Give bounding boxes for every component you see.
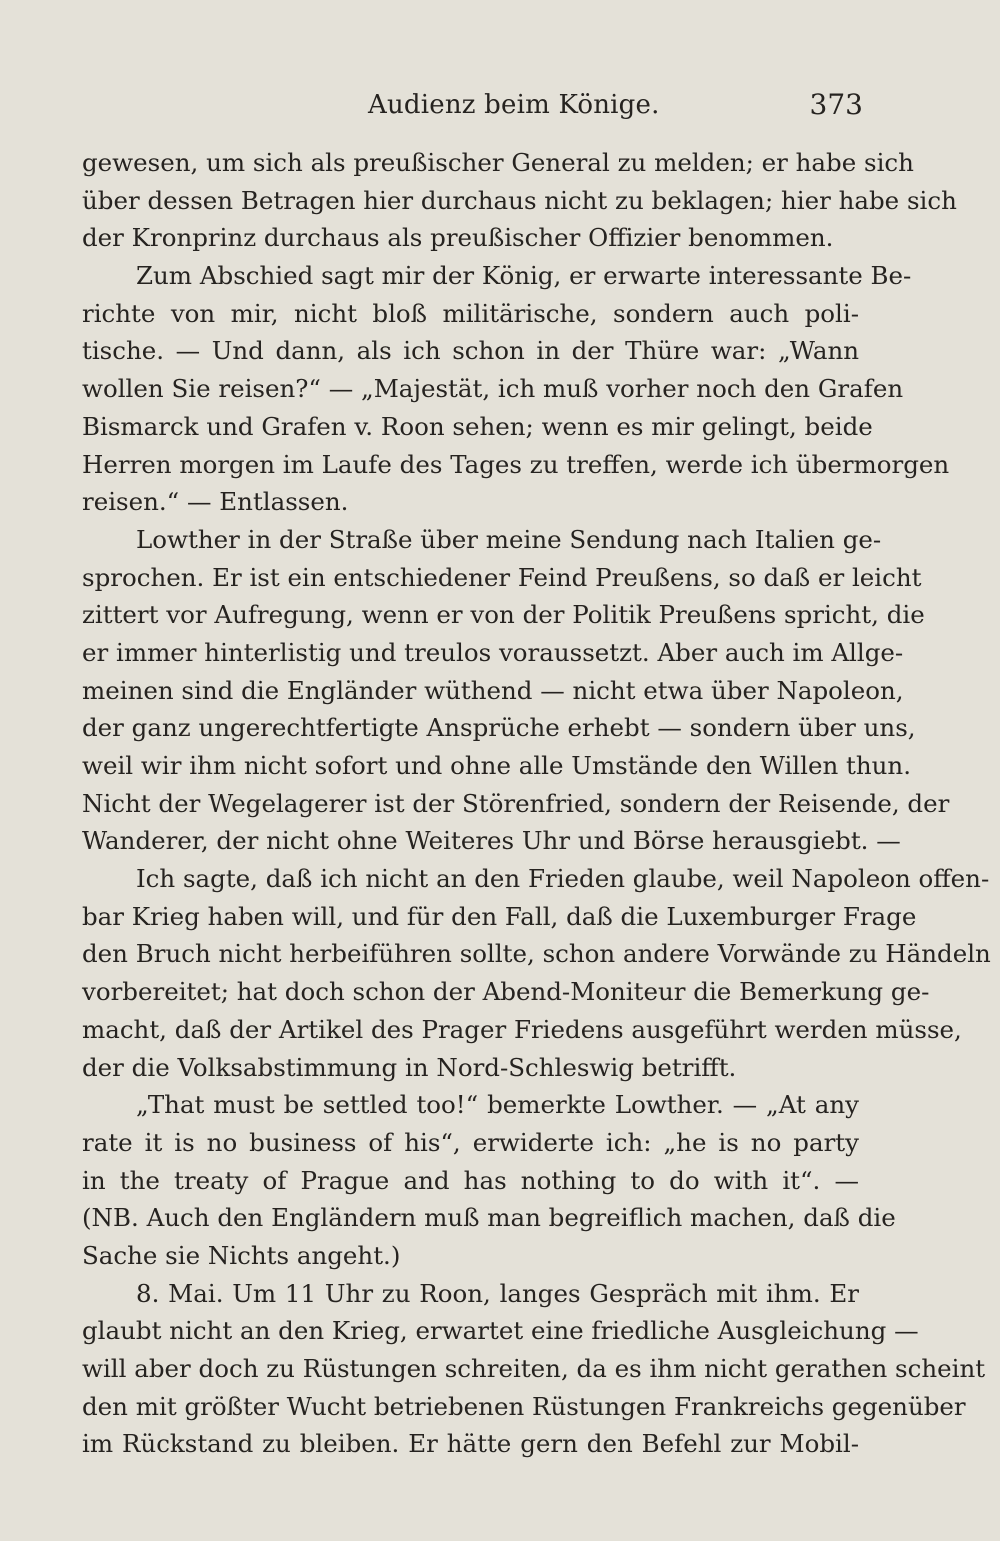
text-line: der ganz ungerechtfertigte Ansprüche erhebt — sondern über uns, (82, 713, 916, 743)
text-line: meinen sind die Engländer wüthend — nicht etwa über Napoleon, (82, 675, 904, 705)
text-line: wollen Sie reisen?“ — „Majestät, ich muß vorher noch den Grafen (82, 374, 904, 404)
text-line: weil wir ihm nicht sofort und ohne alle Umstände den Willen thun. (82, 751, 911, 780)
text-line: tische. — Und dann, als ich schon in der Thüre war: „Wann (82, 336, 859, 366)
text-line: reisen.“ — Entlassen. (82, 487, 349, 517)
running-head (0, 86, 1000, 126)
text-line: macht, daß der Artikel des Prager Friedens ausgeführt werden müsse, (82, 1014, 962, 1044)
text-line: den Bruch nicht herbeiführen sollte, schon andere Vorwände zu Händeln (82, 939, 991, 969)
text-line: vorbereitet; hat doch schon der Abend-Moniteur die Bemerkung ge- (82, 977, 930, 1007)
body-text (82, 144, 991, 1463)
text-line: Ich sagte, daß ich nicht an den Frieden glaube, weil Napoleon offen- (136, 864, 990, 894)
text-line: im Rückstand zu bleiben. Er hätte gern den Befehl zur Mobil- (82, 1429, 859, 1459)
text-line: er immer hinterlistig und treulos voraussetzt. Aber auch im Allge- (82, 637, 904, 667)
text-line: der die Volksabstimmung in Nord-Schleswig betrifft. (82, 1052, 737, 1082)
text-line: Nicht der Wegelagerer ist der Störenfried, sondern der Reisende, der (82, 788, 950, 818)
running-head-title: Audienz beim Könige. (368, 90, 660, 120)
text-line: der Kronprinz durchaus als preußischer Offizier benommen. (82, 223, 834, 253)
text-line: zittert vor Aufregung, wenn er von der Politik Preußens spricht, die (82, 600, 925, 630)
text-line: glaubt nicht an den Krieg, erwartet eine friedliche Ausgleichung — (82, 1316, 919, 1346)
text-line: Bismarck und Grafen v. Roon sehen; wenn es mir gelingt, beide (82, 411, 873, 441)
text-line: bar Krieg haben will, und für den Fall, daß die Luxemburger Frage (82, 901, 917, 931)
text-line: rate it is no business of his“, erwiderte ich: „he is no party (82, 1127, 859, 1157)
text-line: will aber doch zu Rüstungen schreiten, da es ihm nicht gerathen scheint (82, 1354, 986, 1383)
text-line: Sache sie Nichts angeht.) (82, 1240, 401, 1270)
text-line: Lowther in der Straße über meine Sendung nach Italien ge- (136, 524, 882, 554)
text-line: Wanderer, der nicht ohne Weiteres Uhr und Börse herausgiebt. — (82, 826, 901, 856)
text-line: Zum Abschied sagt mir der König, er erwarte interessante Be- (136, 261, 912, 291)
text-line: sprochen. Er ist ein entschiedener Feind Preußens, so daß er leicht (82, 562, 922, 592)
text-line: Herren morgen im Laufe des Tages zu treffen, werde ich übermorgen (82, 449, 950, 479)
text-line: richte von mir, nicht bloß militärische, sondern auch poli- (82, 298, 859, 328)
text-line: über dessen Betragen hier durchaus nicht zu beklagen; hier habe sich (82, 185, 957, 215)
page-number: 373 (809, 88, 863, 121)
text-line: (NB. Auch den Engländern muß man begreiflich machen, daß die (82, 1203, 896, 1233)
text-line: den mit größter Wucht betriebenen Rüstungen Frankreichs gegenüber (82, 1391, 966, 1421)
text-line: 8. Mai. Um 11 Uhr zu Roon, langes Gespräch mit ihm. Er (136, 1278, 859, 1308)
text-line: „That must be settled too!“ bemerkte Lowther. — „At any (136, 1090, 859, 1120)
text-line: in the treaty of Prague and has nothing to do with it“. — (82, 1165, 859, 1195)
text-line: gewesen, um sich als preußischer General zu melden; er habe sich (82, 148, 914, 177)
